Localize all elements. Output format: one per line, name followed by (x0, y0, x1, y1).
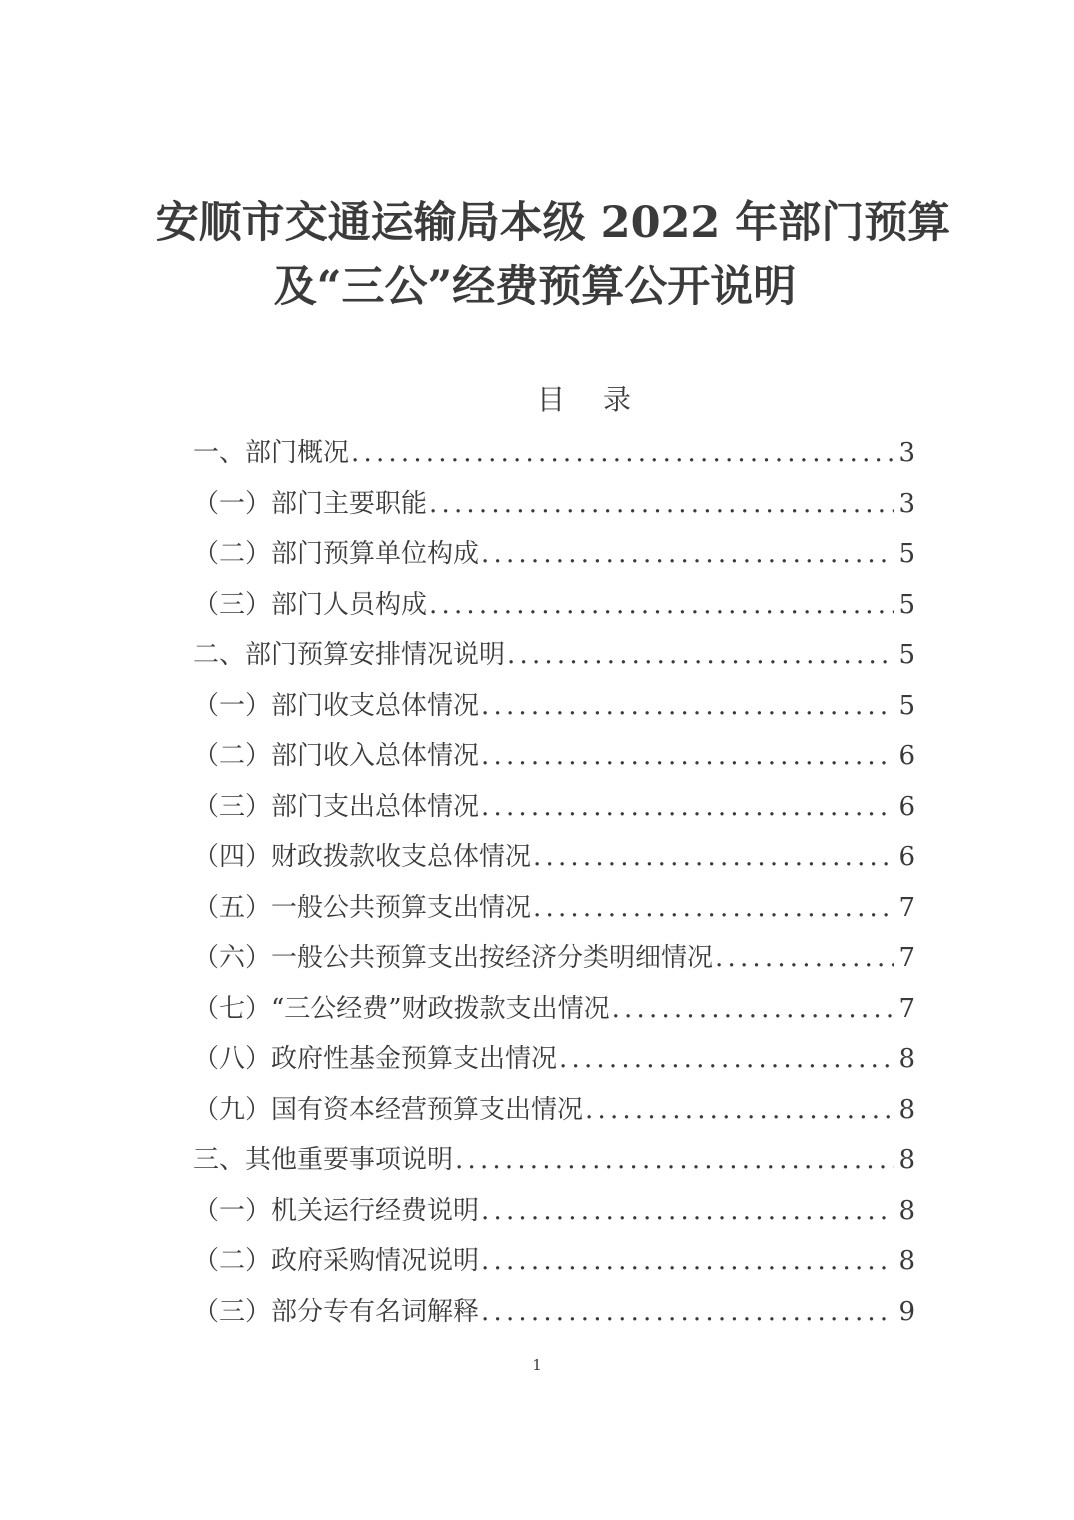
toc-entry-page-number: 3 (898, 438, 915, 468)
toc-leader-dots (612, 986, 895, 1032)
toc-leader-dots (481, 733, 894, 779)
toc-leader-dots (351, 430, 894, 476)
toc-entry[interactable] (193, 1289, 915, 1340)
page-number: 1 (532, 1356, 542, 1374)
toc-entry[interactable] (193, 582, 915, 633)
toc-leader-dots (481, 784, 894, 830)
toc-leader-dots (429, 481, 894, 527)
toc-entry[interactable] (193, 430, 915, 481)
toc-entry[interactable] (193, 481, 915, 532)
toc-entry[interactable] (193, 834, 915, 885)
toc-entry-page-number: 3 (898, 488, 915, 519)
toc-heading (537, 380, 669, 420)
toc-entry[interactable] (193, 986, 915, 1037)
toc-entry[interactable] (193, 1036, 915, 1087)
toc-entry-page-number: 6 (898, 791, 915, 822)
toc-leader-dots (481, 1188, 894, 1234)
toc-entry-label: （五）一般公共预算支出情况 (193, 892, 532, 923)
toc-entry[interactable] (193, 784, 915, 835)
toc-entry[interactable] (193, 1137, 915, 1188)
toc-entry[interactable] (193, 885, 915, 936)
toc-entry-label: 二、部门预算安排情况说明 (193, 640, 506, 670)
toc-entry[interactable] (193, 531, 915, 582)
toc-entry-page-number: 7 (898, 943, 915, 973)
toc-entry-page-number: 7 (898, 993, 915, 1024)
toc-leader-dots (429, 582, 894, 628)
toc-entry-page-number: 8 (898, 1044, 915, 1074)
toc-leader-dots (455, 1137, 894, 1183)
toc-entry-label: （一）部门收支总体情况 (193, 690, 480, 721)
toc-leader-dots (533, 885, 894, 931)
toc-entry-label: （七）“三公经费”财政拨款支出情况 (193, 993, 610, 1024)
toc-entry-label: （六）一般公共预算支出按经济分类明细情况 (193, 943, 714, 973)
toc-entry[interactable] (193, 1188, 915, 1239)
toc-leader-dots (481, 1238, 894, 1284)
table-of-contents (193, 430, 915, 1339)
toc-leader-dots (715, 935, 894, 981)
toc-leader-dots (559, 1036, 894, 1082)
toc-leader-dots (481, 1289, 894, 1335)
document-title-line-2: 及“三公”经费预算公开说明 (273, 262, 797, 312)
toc-entry-page-number: 5 (898, 640, 915, 670)
toc-entry-label: （一）部门主要职能 (193, 488, 428, 519)
toc-leader-dots (481, 531, 894, 577)
toc-entry-page-number: 5 (898, 539, 915, 569)
toc-leader-dots (481, 683, 894, 729)
toc-leader-dots (585, 1087, 894, 1133)
toc-entry-page-number: 6 (898, 842, 915, 872)
toc-entry-label: 三、其他重要事项说明 (193, 1145, 454, 1175)
toc-entry-page-number: 8 (898, 1145, 915, 1175)
toc-entry-label: （三）部分专有名词解释 (193, 1296, 480, 1327)
toc-entry-label: （一）机关运行经费说明 (193, 1195, 480, 1226)
toc-entry-page-number: 9 (898, 1296, 915, 1327)
toc-entry-page-number: 5 (898, 690, 915, 721)
toc-entry[interactable] (193, 1087, 915, 1138)
toc-entry-label: （三）部门支出总体情况 (193, 791, 480, 822)
toc-entry[interactable] (193, 733, 915, 784)
toc-leader-dots (507, 632, 894, 678)
toc-entry-page-number: 8 (898, 1195, 915, 1226)
toc-entry-page-number: 6 (898, 741, 915, 771)
toc-entry-page-number: 7 (898, 892, 915, 923)
toc-entry-label: 一、部门概况 (193, 438, 350, 468)
toc-entry[interactable] (193, 683, 915, 734)
toc-heading-text: 目录 (537, 383, 670, 416)
toc-entry-page-number: 5 (898, 589, 915, 620)
toc-entry-label: （二）部门预算单位构成 (193, 539, 480, 569)
toc-entry-page-number: 8 (898, 1094, 915, 1125)
toc-entry-label: （九）国有资本经营预算支出情况 (193, 1094, 584, 1125)
toc-entry[interactable] (193, 935, 915, 986)
toc-entry[interactable] (193, 632, 915, 683)
toc-entry-label: （八）政府性基金预算支出情况 (193, 1044, 558, 1074)
toc-entry-label: （二）部门收入总体情况 (193, 741, 480, 771)
document-title-line-1: 安顺市交通运输局本级 2022 年部门预算 (155, 198, 951, 248)
toc-entry-label: （四）财政拨款收支总体情况 (193, 842, 532, 872)
toc-entry[interactable] (193, 1238, 915, 1289)
toc-entry-label: （三）部门人员构成 (193, 589, 428, 620)
toc-entry-label: （二）政府采购情况说明 (193, 1246, 480, 1276)
toc-leader-dots (533, 834, 894, 880)
toc-entry-page-number: 8 (898, 1246, 915, 1276)
